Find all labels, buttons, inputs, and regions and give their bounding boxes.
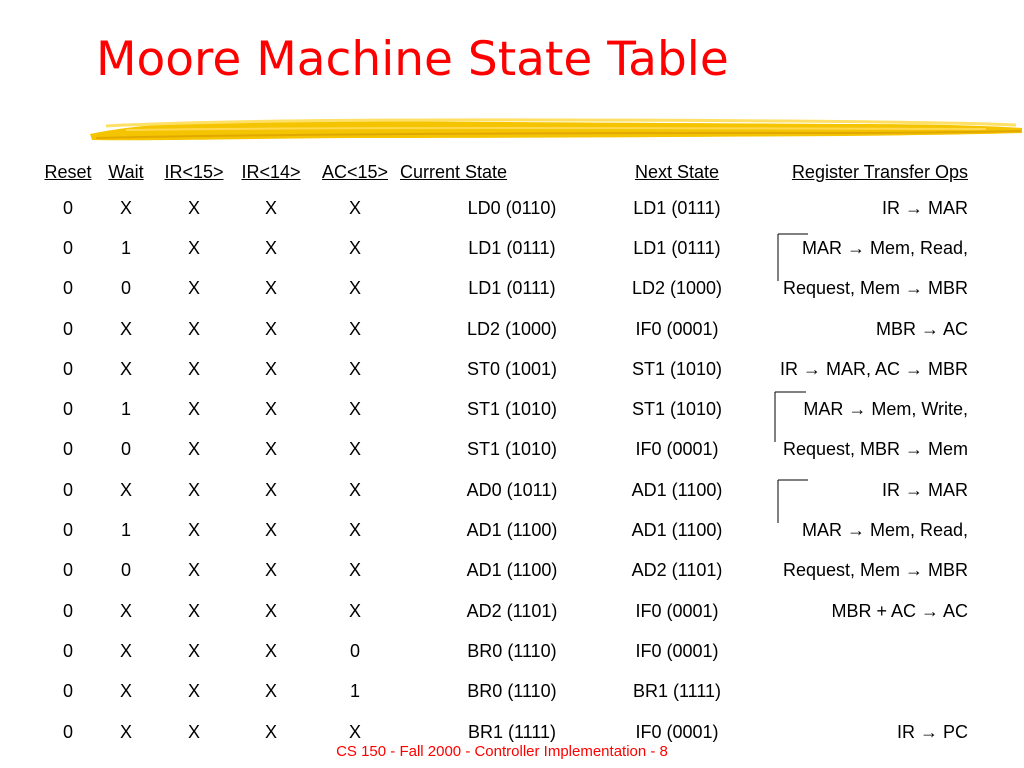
cell-ac15: 0 [349, 640, 360, 661]
cell-current-state: AD2 (1101) [466, 600, 558, 621]
cell-ir14: X [264, 479, 277, 500]
cell-ac15: X [348, 721, 361, 742]
cell-ir14: X [264, 600, 277, 621]
cell-current-state: LD1 (0111) [468, 278, 556, 299]
header-next-state: Next State [634, 161, 720, 182]
cell-reset: 0 [62, 197, 73, 218]
header-ir14: IR<14> [241, 161, 301, 182]
table-row [40, 269, 970, 309]
cell-ir15: X [187, 721, 200, 742]
cell-ir14: X [264, 640, 277, 661]
cell-reset: 0 [62, 640, 73, 661]
header-current-state: Current State [400, 161, 508, 182]
slide-title: Moore Machine State Table [96, 32, 729, 87]
table-row [40, 430, 970, 470]
cell-ir15: X [187, 600, 200, 621]
cell-current-state: AD1 (1100) [466, 560, 558, 581]
slide-footer: CS 150 - Fall 2000 - Controller Implementation - 8 [336, 743, 668, 760]
cell-reset: 0 [62, 278, 73, 299]
table-row [40, 470, 970, 510]
cell-ac15: X [348, 318, 361, 339]
cell-next-state: ST1 (1010) [631, 358, 723, 379]
cell-ir14: X [264, 237, 277, 258]
cell-register-transfer-ops: MBR → AC [875, 318, 968, 339]
cell-current-state: BR0 (1110) [467, 681, 557, 702]
table-row [40, 309, 970, 349]
table-row [40, 591, 970, 631]
header-reset: Reset [44, 161, 92, 182]
cell-register-transfer-ops: MBR + AC → AC [831, 600, 968, 621]
cell-next-state: AD2 (1101) [631, 560, 723, 581]
header-ac15: AC<15> [321, 161, 389, 182]
cell-ir15: X [187, 358, 200, 379]
cell-current-state: ST1 (1010) [466, 399, 558, 420]
cell-ac15: X [348, 600, 361, 621]
table-row [40, 188, 970, 228]
cell-next-state: IF0 (0001) [635, 439, 719, 460]
cell-current-state: LD2 (1000) [466, 318, 558, 339]
cell-ir14: X [264, 721, 277, 742]
cell-ac15: 1 [349, 681, 360, 702]
cell-ir15: X [187, 278, 200, 299]
cell-next-state: LD1 (0111) [633, 197, 721, 218]
table-row [40, 551, 970, 591]
table-row [40, 349, 970, 389]
cell-current-state: ST1 (1010) [466, 439, 558, 460]
table-row [40, 228, 970, 268]
cell-register-transfer-ops [730, 672, 970, 712]
cell-ir14: X [264, 358, 277, 379]
cell-next-state: IF0 (0001) [635, 721, 719, 742]
cell-wait: 1 [120, 399, 131, 420]
table-row [40, 631, 970, 671]
cell-reset: 0 [62, 560, 73, 581]
cell-next-state: IF0 (0001) [635, 600, 719, 621]
cell-ir14: X [264, 197, 277, 218]
cell-wait: X [119, 721, 132, 742]
cell-next-state: IF0 (0001) [635, 640, 719, 661]
cell-register-transfer-ops [730, 631, 970, 671]
cell-wait: X [119, 681, 132, 702]
cell-reset: 0 [62, 439, 73, 460]
cell-wait: X [119, 479, 132, 500]
cell-ir15: X [187, 479, 200, 500]
cell-ir14: X [264, 399, 277, 420]
cell-ac15: X [348, 520, 361, 541]
cell-next-state: AD1 (1100) [631, 479, 723, 500]
cell-current-state: AD1 (1100) [466, 520, 558, 541]
cell-ir14: X [264, 560, 277, 581]
cell-current-state: LD0 (0110) [467, 197, 557, 218]
header-wait: Wait [108, 161, 144, 182]
cell-ir15: X [187, 399, 200, 420]
cell-register-transfer-ops: IR → MAR [881, 197, 968, 218]
cell-ac15: X [348, 399, 361, 420]
table-row [40, 510, 970, 550]
title-underline-brushstroke [86, 112, 1024, 148]
cell-ir15: X [187, 439, 200, 460]
cell-reset: 0 [62, 399, 73, 420]
cell-reset: 0 [62, 479, 73, 500]
cell-reset: 0 [62, 318, 73, 339]
cell-register-transfer-ops: MAR → Mem, Write, [803, 399, 968, 420]
cell-current-state: BR0 (1110) [467, 640, 557, 661]
cell-ac15: X [348, 439, 361, 460]
cell-wait: X [119, 318, 132, 339]
cell-register-transfer-ops: IR → MAR, AC → MBR [779, 358, 968, 379]
cell-ir15: X [187, 197, 200, 218]
cell-wait: 1 [120, 520, 131, 541]
cell-ir15: X [187, 560, 200, 581]
cell-reset: 0 [62, 520, 73, 541]
cell-ac15: X [348, 358, 361, 379]
cell-current-state: ST0 (1001) [466, 358, 558, 379]
cell-ir15: X [187, 640, 200, 661]
cell-wait: 0 [120, 278, 131, 299]
cell-wait: X [119, 640, 132, 661]
cell-reset: 0 [62, 681, 73, 702]
cell-ir14: X [264, 318, 277, 339]
cell-ac15: X [348, 560, 361, 581]
cell-register-transfer-ops: IR → MAR [881, 479, 968, 500]
cell-register-transfer-ops: Request, Mem → MBR [782, 560, 968, 581]
header-register-transfer-ops: Register Transfer Ops [791, 161, 968, 182]
cell-wait: 0 [120, 560, 131, 581]
state-table [40, 156, 970, 752]
table-row [40, 672, 970, 712]
cell-next-state: ST1 (1010) [631, 399, 723, 420]
cell-ir15: X [187, 237, 200, 258]
cell-register-transfer-ops: MAR → Mem, Read, [801, 520, 968, 541]
cell-current-state: LD1 (0111) [468, 237, 556, 258]
cell-ir15: X [187, 520, 200, 541]
header-row [40, 156, 970, 188]
cell-register-transfer-ops: Request, Mem → MBR [782, 278, 968, 299]
cell-ir14: X [264, 681, 277, 702]
cell-ir15: X [187, 681, 200, 702]
cell-ir14: X [264, 278, 277, 299]
cell-reset: 0 [62, 358, 73, 379]
cell-next-state: IF0 (0001) [635, 318, 719, 339]
cell-ac15: X [348, 197, 361, 218]
cell-wait: X [119, 600, 132, 621]
cell-register-transfer-ops: Request, MBR → Mem [782, 439, 968, 460]
cell-current-state: AD0 (1011) [466, 479, 558, 500]
cell-reset: 0 [62, 600, 73, 621]
cell-ir15: X [187, 318, 200, 339]
cell-ac15: X [348, 278, 361, 299]
cell-ac15: X [348, 237, 361, 258]
table-row [40, 389, 970, 429]
cell-next-state: LD1 (0111) [633, 237, 721, 258]
cell-reset: 0 [62, 237, 73, 258]
cell-ac15: X [348, 479, 361, 500]
cell-current-state: BR1 (1111) [467, 721, 557, 742]
cell-register-transfer-ops: IR → PC [896, 721, 968, 742]
cell-register-transfer-ops: MAR → Mem, Read, [801, 237, 968, 258]
cell-wait: 0 [120, 439, 131, 460]
state-table-body [40, 188, 970, 752]
cell-ir14: X [264, 439, 277, 460]
cell-wait: X [119, 358, 132, 379]
cell-next-state: AD1 (1100) [631, 520, 723, 541]
cell-wait: 1 [120, 237, 131, 258]
cell-reset: 0 [62, 721, 73, 742]
cell-wait: X [119, 197, 132, 218]
header-ir15: IR<15> [164, 161, 224, 182]
cell-next-state: BR1 (1111) [632, 681, 722, 702]
cell-ir14: X [264, 520, 277, 541]
cell-next-state: LD2 (1000) [631, 278, 723, 299]
